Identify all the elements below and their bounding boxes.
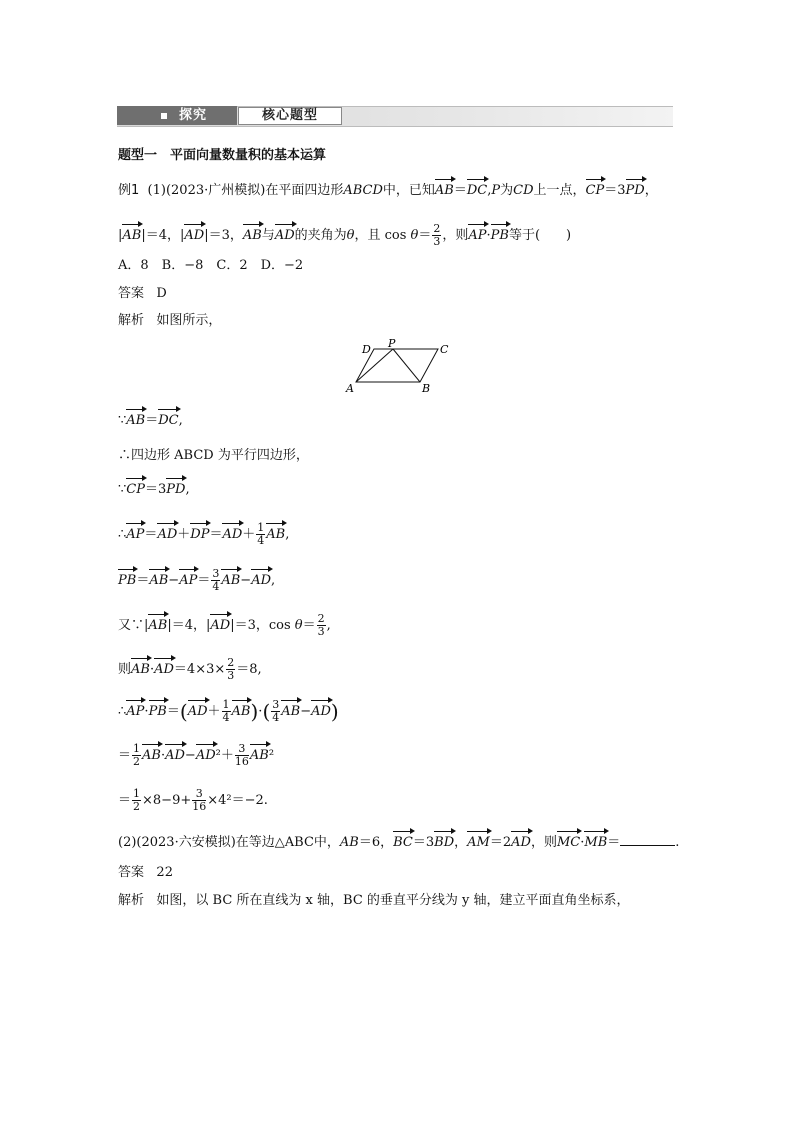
- step-9: ＝ $\frac{1}{2}$ AB·AD−AD²＋ $\frac{3}{16}$ AB²: [118, 742, 275, 768]
- answer-blank: [620, 833, 675, 846]
- label-d: D: [362, 343, 371, 356]
- step-4: ∴AP＝AD＋DP＝AD＋ $\frac{1}{4}$ AB,: [118, 521, 290, 547]
- label-c: C: [440, 343, 449, 356]
- q-tail: 为: [500, 183, 514, 198]
- topic-title: 题型一 平面向量数量积的基本运算: [118, 148, 327, 163]
- example-label: 例1: [118, 183, 140, 198]
- step-8: ∴AP·PB＝(AD＋ $\frac{1}{4}$ AB)·( $\frac{3}{4}$ AB−AD): [118, 698, 339, 724]
- section-tag: [117, 106, 237, 125]
- label-a: A: [346, 382, 354, 395]
- step-3: ∵CP＝3PD,: [118, 482, 190, 497]
- step-10: ＝ $\frac{1}{2}$ ×8−9+ $\frac{3}{16}$ ×4²＝−2.: [118, 787, 268, 813]
- example1-answer: [118, 286, 167, 302]
- section-name: 核心题型: [238, 107, 342, 125]
- example1-options: A．8 B．−8 C．2 D．−2: [118, 258, 304, 273]
- answer2-value: 22: [156, 865, 173, 880]
- label-p: P: [388, 338, 396, 350]
- example2-answer: [118, 865, 173, 881]
- step-6: 又∵|AB|＝4，|AD|＝3，cos θ＝ $\frac{2}{3}$ ,: [118, 612, 331, 638]
- answer-value: D: [156, 286, 167, 301]
- example1-analysis: [118, 313, 221, 329]
- example2-question: (2)(2023·六安模拟)在等边△ABC中，AB＝6，BC＝3BD，AM＝2AD，则MC·MB＝ .: [118, 835, 680, 850]
- step-5: PB＝AB−AP＝ $\frac{3}{4}$ AB−AD,: [118, 567, 276, 593]
- final-mid: ×8−9+: [142, 793, 192, 808]
- analysis-label: 解析: [118, 313, 145, 328]
- section-tag-label: 探究: [179, 108, 208, 123]
- answer-label: 答案: [118, 286, 145, 301]
- answer2-label: 答案: [118, 865, 145, 880]
- label-b: B: [422, 382, 431, 395]
- q-mid: 中，已知: [382, 183, 435, 198]
- q-text: (1)(2023·广州模拟)在平面四边形: [147, 183, 344, 198]
- analysis-intro: 如图所示，: [156, 313, 222, 328]
- analysis2-label: 解析: [118, 893, 145, 908]
- example1-question-line2: |AB|＝4，|AD|＝3，AB与AD的夹角为θ，且 cos θ＝ $\frac{2}{3}$ ，则AP·PB等于( ): [118, 222, 572, 248]
- example1-question-line1: 例1 (1)(2023·广州模拟)在平面四边形ABCD中，已知AB＝DC,P为CD上一点，CP＝3PD，: [118, 183, 658, 198]
- square-bullet-icon: [161, 113, 167, 119]
- parallelogram-figure: [340, 338, 460, 396]
- q2-text: (2)(2023·六安模拟)在等边△ABC中，: [118, 835, 340, 850]
- q-quad: ABCD: [343, 183, 383, 198]
- step-1: ∵AB＝DC,: [118, 413, 183, 428]
- step-2: ∴四边形 ABCD 为平行四边形，: [118, 448, 309, 463]
- analysis2-text: 如图，以 BC 所在直线为 x 轴，BC 的垂直平分线为 y 轴，建立平面直角坐标系，: [156, 893, 630, 908]
- step-7: 则AB·AD＝4×3× $\frac{2}{3}$ ＝8,: [118, 656, 262, 682]
- example2-analysis: [118, 893, 630, 909]
